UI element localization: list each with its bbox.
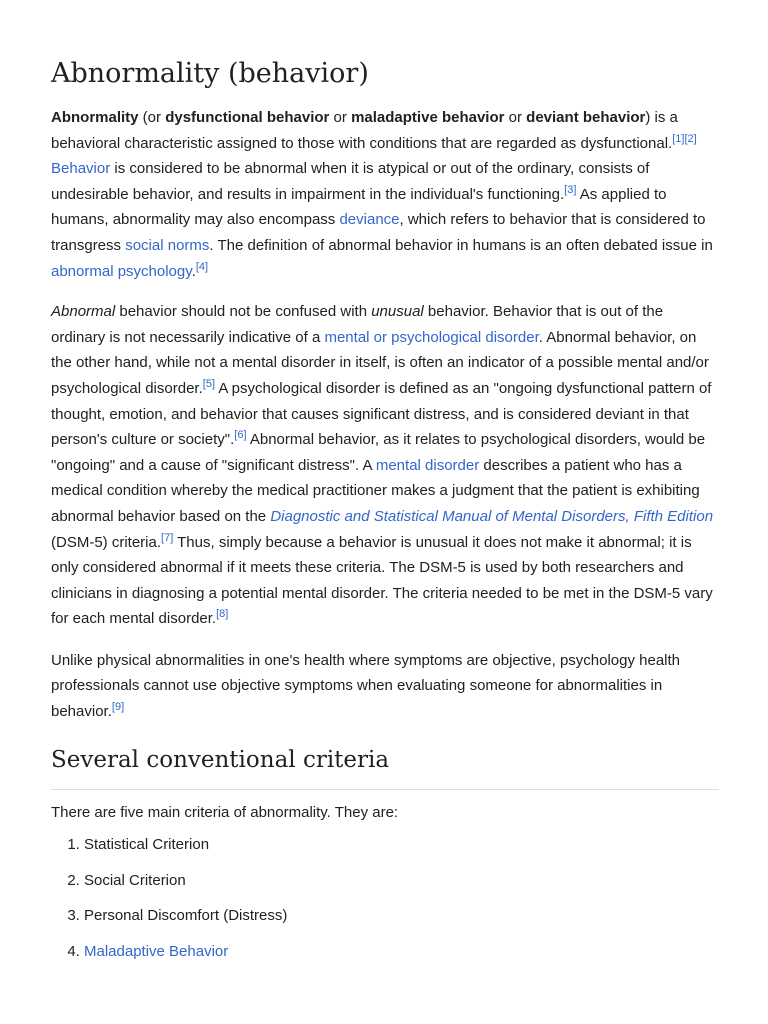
citation-8[interactable]: [8]: [216, 608, 229, 621]
citation-9[interactable]: [9]: [111, 701, 125, 714]
citation-6[interactable]: [6]: [234, 429, 247, 442]
link-maladaptive-behavior[interactable]: Maladaptive Behavior: [84, 942, 229, 960]
link-social-norms[interactable]: social norms: [125, 236, 210, 254]
citation-3[interactable]: [3]: [564, 183, 577, 196]
link-mental-or-psychological-disorder[interactable]: mental or psychological disorder: [324, 328, 539, 346]
list-item: 2. Social Criterion: [84, 870, 719, 892]
article-content: [51, 0, 719, 976]
citation-4[interactable]: [4]: [195, 260, 209, 273]
link-deviance[interactable]: deviance: [339, 211, 400, 229]
term-abnormal: Abnormal: [51, 303, 116, 321]
intro-paragraph: Abnormality (or dysfunctional behavior or maladaptive behavior or deviant behavior) is a behavioral characteristic assigned to those with conditions that are regarded as dysfunctional.[1][2] Behavior is considered to be abnormal when it is atypical or out of the ordinary, consists of undesirable behavior, and results in impairment in the individual's functioning.[3] As applied to humans, abnormality may also encompass deviance, which refers to behavior that is considered to transgress social norms. The definition of abnormal behavior in humans is an often debated issue in abnormal psychology.[4]: [51, 109, 713, 280]
body-paragraph-2: Abnormal behavior should not be confused with unusual behavior. Behavior that is out of the ordinary is not necessarily indicative of a mental or psychological disorder. Abnormal behavior, on the other hand, while not a mental disorder in itself, is often an indicator of a possible mental and/or psychological disorder.[5] A psychological disorder is defined as an "ongoing dysfunctional pattern of thought, emotion, and behavior that causes significant distress, and is considered deviant in that person's culture or society".[6] Abnormal behavior, as it relates to psychological disorders, would be "ongoing" and a cause of "significant distress". A mental disorder describes a patient who has a medical condition whereby the medical practitioner makes a judgment that the patient is exhibiting abnormal behavior based on the Diagnostic and Statistical Manual of Mental Disorders, Fifth Edition (DSM-5) criteria.[7] Thus, simply because a behavior is unusual it does not make it abnormal; it is only considered abnormal if it meets these criteria. The DSM-5 is used by both researchers and clinicians in diagnosing a potential mental disorder. The criteria needed to be met in the DSM-5 vary for each mental disorder.[8]: [51, 303, 714, 628]
citation-1[interactable]: [1]: [672, 132, 685, 145]
section-intro: There are five main criteria of abnormality. They are:: [51, 803, 399, 821]
term-maladaptive-behavior: maladaptive behavior: [351, 109, 505, 126]
citation-7[interactable]: [7]: [161, 531, 174, 544]
body-paragraph-3: Unlike physical abnormalities in one's health where symptoms are objective, psychology health professionals cannot use objective symptoms when evaluating someone for abnormalities in behavior.[9]: [51, 651, 681, 721]
term-abnormality: Abnormality: [51, 109, 139, 126]
criteria-list: [51, 834, 719, 963]
link-mental-disorder[interactable]: mental disorder: [375, 456, 480, 474]
term-dysfunctional-behavior: dysfunctional behavior: [165, 109, 330, 126]
citation-5[interactable]: [5]: [202, 377, 215, 390]
citation-2[interactable]: [2]: [684, 132, 697, 145]
link-abnormal-psychology[interactable]: abnormal psychology: [51, 262, 192, 280]
link-dsm-5[interactable]: Diagnostic and Statistical Manual of Mental Disorders, Fifth Edition: [270, 507, 714, 525]
term-unusual: unusual: [371, 303, 424, 321]
link-behavior[interactable]: Behavior: [51, 160, 111, 178]
list-item: 3. Personal Discomfort (Distress): [84, 905, 719, 927]
term-deviant-behavior: deviant behavior: [526, 109, 646, 126]
list-item: [84, 941, 719, 963]
section-heading: Several conventional criteria: [51, 745, 719, 790]
page-title: Abnormality (behavior): [51, 58, 369, 89]
list-item: 1. Statistical Criterion: [84, 834, 719, 856]
